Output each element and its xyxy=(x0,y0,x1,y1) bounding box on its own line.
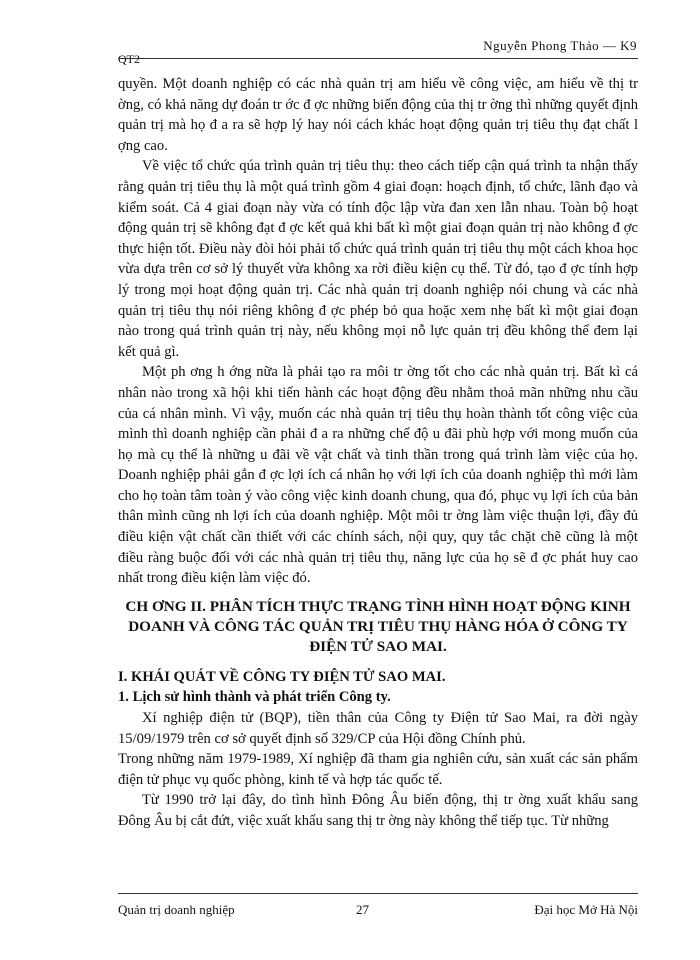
header-class-code: QT2 xyxy=(118,52,140,66)
footer-course: Quản trị doanh nghiệp xyxy=(118,902,235,917)
paragraph-1979-1989: Trong những năm 1979-1989, Xí nghiệp đã tham gia nghiên cứu, sản xuất các sản phẩm điện tử phục vụ quốc phòng, kinh tế và hợp tác quốc tế. xyxy=(118,751,638,788)
header-author: Nguyễn Phong Thảo — K9 xyxy=(483,38,637,53)
page-footer xyxy=(118,902,638,922)
chapter-title: CH ƠNG II. PHÂN TÍCH THỰC TRẠNG TÌNH HÌNH HOẠT ĐỘNG KINH DOANH VÀ CÔNG TÁC QUẢN TRỊ TIÊU THỤ HÀNG HÓA Ở CÔNG TY ĐIỆN TỬ SAO MAI. xyxy=(125,597,631,655)
header-divider xyxy=(118,58,638,59)
footer-university: Đại học Mở Hà Nội xyxy=(534,902,638,917)
page-number: 27 xyxy=(356,902,369,917)
footer-divider xyxy=(118,893,638,894)
page-body xyxy=(118,74,638,832)
paragraph-founding: Xí nghiệp điện tử (BQP), tiền thân của Công ty Điện tử Sao Mai, ra đời ngày 15/09/1979 trên cơ sở quyết định số 329/CP của Hội đồng Chính phủ. xyxy=(118,710,638,747)
section-title: I. KHÁI QUÁT VỀ CÔNG TY ĐIỆN TỬ SAO MAI. xyxy=(118,668,446,685)
paragraph-since-1990: Từ 1990 trở lại đây, do tình hình Đông Âu biến động, thị tr ờng xuất khẩu sang Đông Âu bị cắt đứt, việc xuất khẩu sang thị tr ờng này không thể tiếp tục. Từ những xyxy=(118,792,638,829)
subsection-title: 1. Lịch sử hình thành và phát triển Công ty. xyxy=(118,689,391,706)
paragraph-continuation: quyền. Một doanh nghiệp có các nhà quản trị am hiểu về công việc, am hiểu về thị tr ờng, có khả năng dự đoán tr ớc đ ợc những biến động của thị tr ờng thì những quyết định quản trị mà họ đ a ra sẽ hợp lý hay nói cách khác hoạt động quản trị tiêu thụ đạt chất l ợng cao. xyxy=(118,76,638,154)
paragraph-work-environment: Một ph ơng h ớng nữa là phải tạo ra môi tr ờng tốt cho các nhà quản trị. Bất kì cá nhân nào trong xã hội khi tiến hành các hoạt động đều nhằm thoả mãn những nhu cầu của cá nhân mình. Vì vậy, muốn các nhà quản trị tiêu thụ hoàn thành tốt công việc của mình thì doanh nghiệp cần phải đ a ra những chế độ u đãi phù hợp với mong muốn của họ mà cụ thể là những u đãi về vật chất và tinh thần trong quá trình làm việc của họ. Doanh nghiệp phải gắn đ ợc lợi ích cá nhân họ với lợi ích của doanh nghiệp thì mới làm cho họ toàn tâm toàn ý vào công việc kinh doanh chung, qua đó, phục vụ lợi ích của bản thân mình cũng nh lợi ích của doanh nghiệp. Một môi tr ờng làm việc thuận lợi, đầy đủ điều kiện vật chất cần thiết với các chính sách, nội quy, quy tắc chặt chẽ cũng là một điều ràng buộc đối với các nhà quản trị tiêu thụ, năng lực của họ sẽ đ ợc phát huy cao nhất trong điều kiện làm việc đó. xyxy=(118,364,638,587)
paragraph-process-organization: Về việc tổ chức qúa trình quản trị tiêu thụ: theo cách tiếp cận quá trình ta nhận thấy rằng quản trị tiêu thụ là một quá trình gồm 4 giai đoạn: hoạch định, tổ chức, lãnh đạo và kiểm soát. Cả 4 giai đoạn này vừa có tính độc lập vừa đan xen lẫn nhau. Toàn bộ hoạt động quản trị sẽ không đạt đ ợc kết quả khi bất kì một giai đoạn quản trị nào không đ ợc thực hiện tốt. Điều này đòi hỏi phải tổ chức quá trình quản trị tiêu thụ một cách khoa học vừa dựa trên cơ sở lý thuyết vừa không xa rời điều kiện cụ thể. Từ đó, tạo đ ợc tính hợp lý trong mọi hoạt động quản trị. Các nhà quản trị doanh nghiệp nói chung và các nhà quản trị tiêu thụ nói riêng không đ ợc phép bỏ qua hoặc xem nhẹ bất kì một giai đoạn nào trong quá trình quản trị này, nếu không mọi nỗ lực quản trị đều không thể đem lại kết quả gì. xyxy=(118,158,638,360)
